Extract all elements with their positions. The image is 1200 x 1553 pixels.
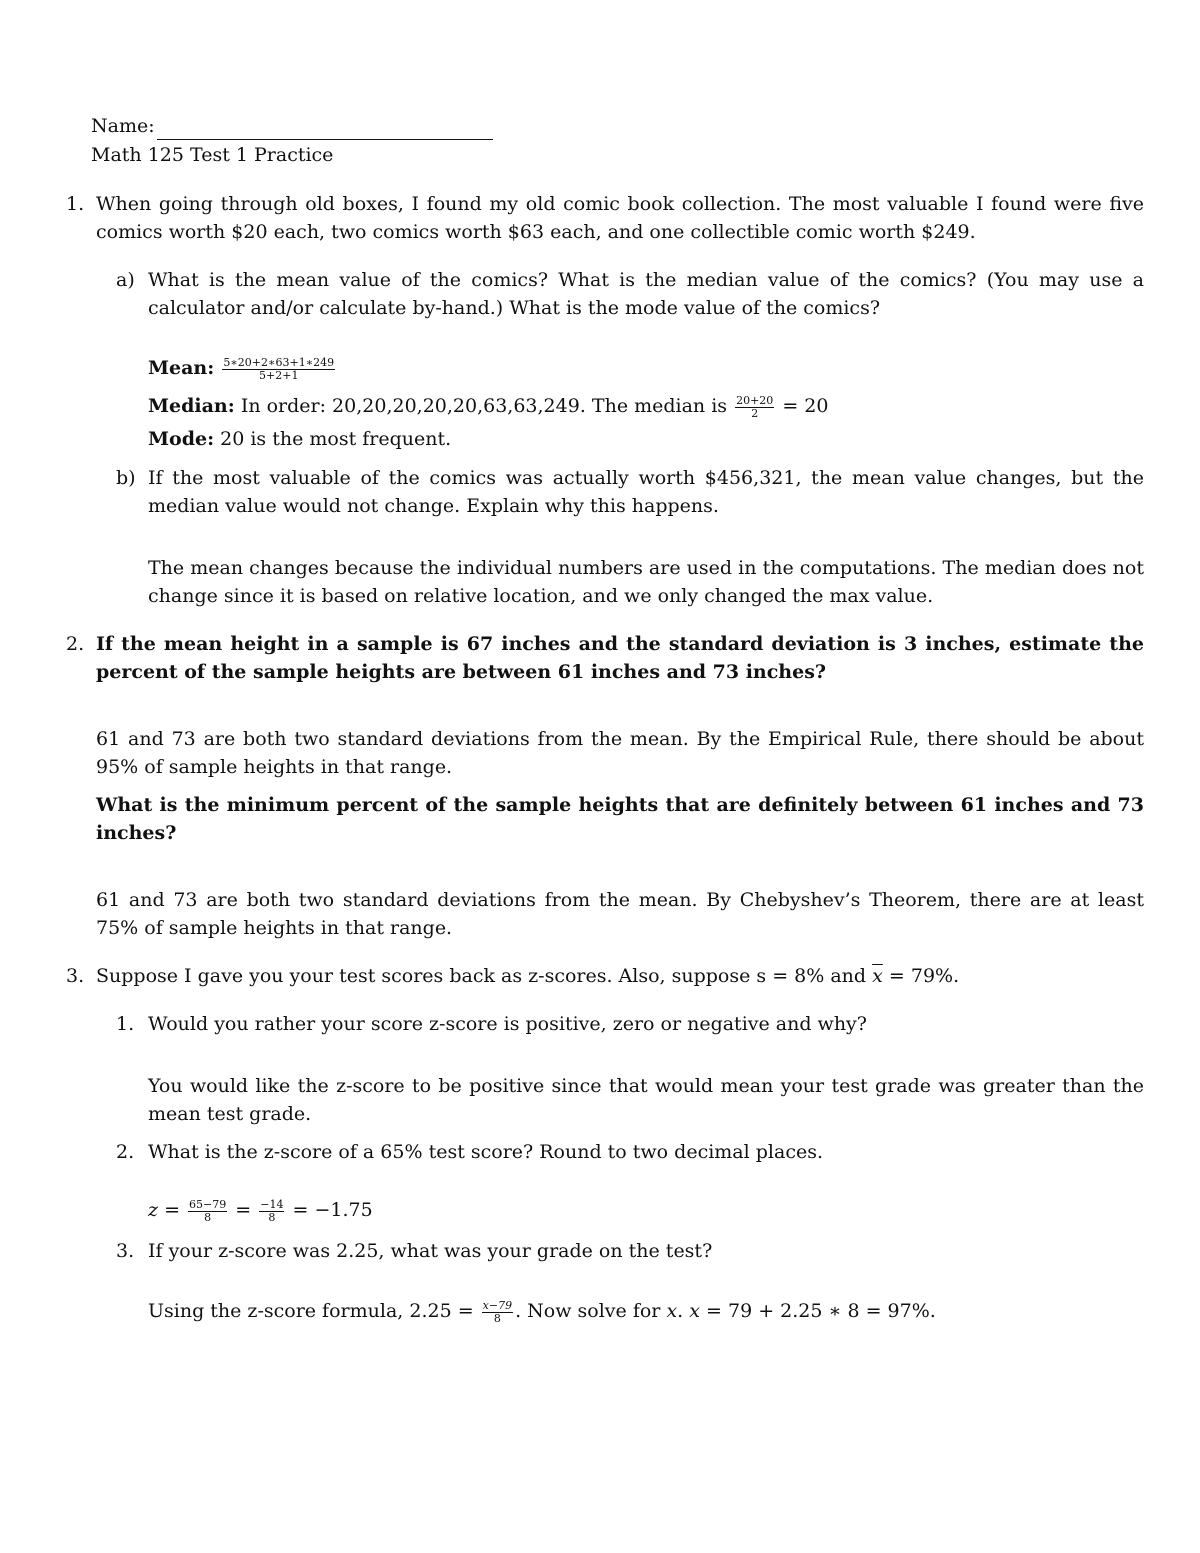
z-symbol: z: [148, 1199, 159, 1221]
mean-label: Mean:: [148, 357, 215, 379]
mean-fraction: [222, 357, 335, 382]
q3-1-label: 1.: [116, 1013, 135, 1035]
q3-3-fraction: [482, 1300, 513, 1325]
q3-3-label: 3.: [116, 1240, 135, 1262]
q1-text: When going through old boxes, I found my old comic book collection. The most valuable I found were five comics worth $20 each, two comics worth $63 each, and one collectible comic worth $249.: [96, 193, 1144, 243]
q3-3-answer-a: Using the z-score formula, 2.25 =: [148, 1300, 474, 1322]
q2-question2: What is the minimum percent of the sample heights that are definitely between 61 inches and 73 inches?: [96, 794, 1144, 844]
mode-line: [148, 425, 748, 453]
q3-3-answer: [148, 1297, 1144, 1325]
q1b-label: b): [116, 467, 136, 489]
mean-numerator: 5∗20+2∗63+1∗249: [223, 355, 335, 369]
name-label: Name:: [91, 115, 155, 137]
q2-question: If the mean height in a sample is 67 inches and the standard deviation is 3 inches, estimate the percent of the sample heights are between 61 inches and 73 inches?: [96, 633, 1144, 683]
q1b-question: If the most valuable of the comics was actually worth $456,321, the mean value changes, but the median value would not change. Explain why this happens.: [148, 467, 1144, 517]
q3-intro-end: = 79%.: [888, 965, 960, 987]
q3-2-label: 2.: [116, 1141, 135, 1163]
median-line: [148, 392, 1048, 420]
median-fraction: [735, 395, 774, 420]
x-symbol-2: x: [689, 1300, 700, 1322]
q3-2-question: What is the z-score of a 65% test score? Round to two decimal places.: [148, 1141, 823, 1163]
q3-number: 3.: [66, 965, 85, 987]
equals-2: =: [235, 1199, 252, 1221]
q1b-answer: The mean changes because the individual numbers are used in the computations. The median does not change since it is based on relative location, and we only changed the max value.: [148, 557, 1144, 607]
q3-3-answer-d: = 79 + 2.25 ∗ 8 = 97%.: [706, 1300, 936, 1322]
z-fraction-2-den: 8: [268, 1210, 276, 1224]
q1a-question: What is the mean value of the comics? What is the median value of the comics? (You may use a calculator and/or calculate by-hand.) What is the mode value of the comics?: [148, 269, 1144, 319]
median-result: = 20: [782, 395, 829, 417]
x-symbol: x: [666, 1300, 678, 1322]
q2-answer1: 61 and 73 are both two standard deviations from the mean. By the Empirical Rule, there should be about 95% of sample heights in that range.: [96, 728, 1144, 778]
z-fraction-2: [259, 1199, 284, 1224]
median-label: Median:: [148, 395, 235, 417]
xbar-symbol: $\overline{x}$: [872, 965, 883, 987]
z-fraction-1-num: 65−79: [189, 1197, 227, 1211]
mode-label: Mode:: [148, 428, 215, 450]
q1-number: 1.: [66, 193, 85, 215]
mean-denominator: 5+2+1: [259, 368, 299, 382]
q3-1-question: Would you rather your score z-score is positive, zero or negative and why?: [148, 1013, 867, 1035]
z-fraction-1: [188, 1199, 227, 1224]
q3-intro-text: Suppose I gave you your test scores back as z-scores. Also, suppose s = 8% and: [96, 965, 867, 987]
course-title: Math 125 Test 1 Practice: [91, 144, 334, 166]
equals-1: =: [164, 1199, 180, 1221]
z-score-equation: [148, 1196, 748, 1224]
median-numerator: 20+20: [736, 393, 774, 407]
q3-3-fraction-num: x−79: [482, 1298, 513, 1312]
name-row: [91, 112, 591, 140]
q1a-label: a): [116, 269, 135, 291]
q3-3-fraction-den: 8: [493, 1311, 501, 1325]
mode-text: 20 is the most frequent.: [220, 428, 452, 450]
q3-3-answer-c: .: [677, 1300, 684, 1322]
z-result: = −1.75: [292, 1199, 373, 1221]
q2-number: 2.: [66, 633, 85, 655]
q2-answer2: 61 and 73 are both two standard deviations from the mean. By Chebyshev’s Theorem, there are at least 75% of sample heights in that range.: [96, 889, 1144, 939]
q3-3-answer-b: . Now solve for: [515, 1300, 661, 1322]
q3-intro: [96, 962, 1144, 990]
mean-line: [148, 354, 548, 382]
z-fraction-1-den: 8: [204, 1210, 212, 1224]
q3-1-answer: You would like the z-score to be positive since that would mean your test grade was greater than the mean test grade.: [148, 1075, 1144, 1125]
q3-3-question: If your z-score was 2.25, what was your grade on the test?: [148, 1240, 713, 1262]
median-text: In order: 20,20,20,20,20,63,63,249. The median is: [240, 395, 728, 417]
name-blank-line: [157, 119, 493, 140]
median-denominator: 2: [751, 406, 759, 420]
z-fraction-2-num: −14: [260, 1197, 284, 1211]
